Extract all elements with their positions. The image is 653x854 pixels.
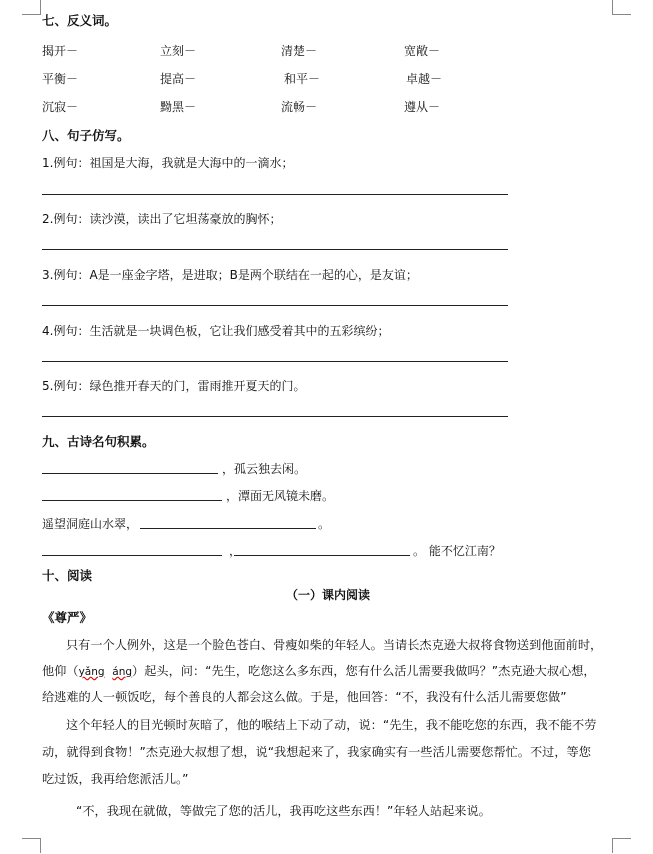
section-10-title: 十、阅读 [42,568,93,583]
antonym-item: 流畅－ [281,100,318,114]
paragraph-text: ）起头，问：“先生，吃您这么多东西，您有什么活儿需要我做吗？”杰克逊大叔心想， [132,664,596,678]
antonym-item: 平衡－ [42,72,79,86]
rewrite-example: 1.例句：祖国是大海，我就是大海中的一滴水； [42,156,294,170]
antonym-item: 提高－ [160,72,197,86]
poem-line-2-tail: ，潭面无风镜未磨。 [226,489,335,503]
antonym-item: 清楚－ [281,44,318,58]
paragraph-text: 他仰（ [42,664,79,678]
rewrite-example: 3.例句：A是一座金字塔，是进取；B是两个联结在一起的心，是友谊； [42,268,418,282]
antonym-item: 立刻－ [160,44,197,58]
poem-blank[interactable] [42,500,222,501]
poem-line-3-head: 遥望洞庭山水翠， [42,517,139,531]
antonym-item: 遵从－ [404,100,441,114]
paragraph-2-line-1: 这个年轻人的目光顿时灰暗了，他的喉结上下动了动，说：“先生，我不能吃您的东西，我不能不劳 [66,718,597,732]
poem-blank[interactable] [140,528,316,529]
pinyin-option-1: yǎng [78,666,105,678]
rewrite-example: 4.例句：生活就是一块调色板，它让我们感受着其中的五彩缤纷； [42,324,390,338]
poem-line-4-mid: ， [229,544,242,558]
corner-mark-bottom-right [612,838,631,853]
answer-line[interactable] [42,194,508,195]
corner-mark-bottom-left [22,838,41,853]
reading-subtitle: （一）课内阅读 [286,588,371,602]
corner-mark-top-left [22,0,41,15]
poem-blank[interactable] [42,473,218,474]
answer-line[interactable] [42,416,508,417]
rewrite-example: 5.例句：绿色推开春天的门，雷雨推开夏天的门。 [42,379,306,393]
answer-line[interactable] [42,249,508,250]
answer-line[interactable] [42,305,508,306]
section-7-title: 七、反义词。 [42,13,118,28]
section-8-title: 八、句子仿写。 [42,128,130,143]
paragraph-1-line-1: 只有一个人例外，这是一个脸色苍白、骨瘦如柴的年轻人。当请长杰克逊大叔将食物送到他面前时， [66,638,603,652]
poem-blank[interactable] [234,555,410,556]
answer-line[interactable] [42,361,508,362]
paragraph-1-line-3: 给逃难的人一顿饭吃，每个善良的人都会这么做。于是，他回答：“不，我没有什么活儿需要您做” [42,690,567,704]
passage-title: 《尊严》 [42,610,93,625]
poem-line-4-tail: 。 能不忆江南？ [413,544,501,558]
rewrite-example: 2.例句：读沙漠，读出了它坦荡豪放的胸怀； [42,212,282,226]
pinyin-option-2: áng [112,666,133,678]
antonym-item: 沉寂－ [42,100,79,114]
poem-line-1-tail: ，孤云独去闲。 [222,462,307,476]
antonym-item: 黝黑－ [160,100,197,114]
poem-line-3-tail: 。 [318,517,331,531]
antonym-item: 宽敞－ [404,44,441,58]
paragraph-2-line-2: 动，就得到食物！”杰克逊大叔想了想，说“我想起来了，我家确实有一些活儿需要您帮忙。不过，等您 [42,745,591,759]
poem-blank[interactable] [42,555,222,556]
antonym-item: 揭开－ [42,44,79,58]
antonym-item: 卓越－ [406,72,443,86]
corner-mark-top-right [612,0,631,15]
paragraph-1-line-2 [42,662,596,679]
paragraph-3: “不，我现在就做，等做完了您的活儿，我再吃这些东西！”年轻人站起来说。 [76,804,491,818]
antonym-item: 和平－ [284,72,321,86]
paragraph-2-line-3: 吃过饭，我再给您派活儿。” [42,772,189,786]
section-9-title: 九、古诗名句积累。 [42,434,155,449]
